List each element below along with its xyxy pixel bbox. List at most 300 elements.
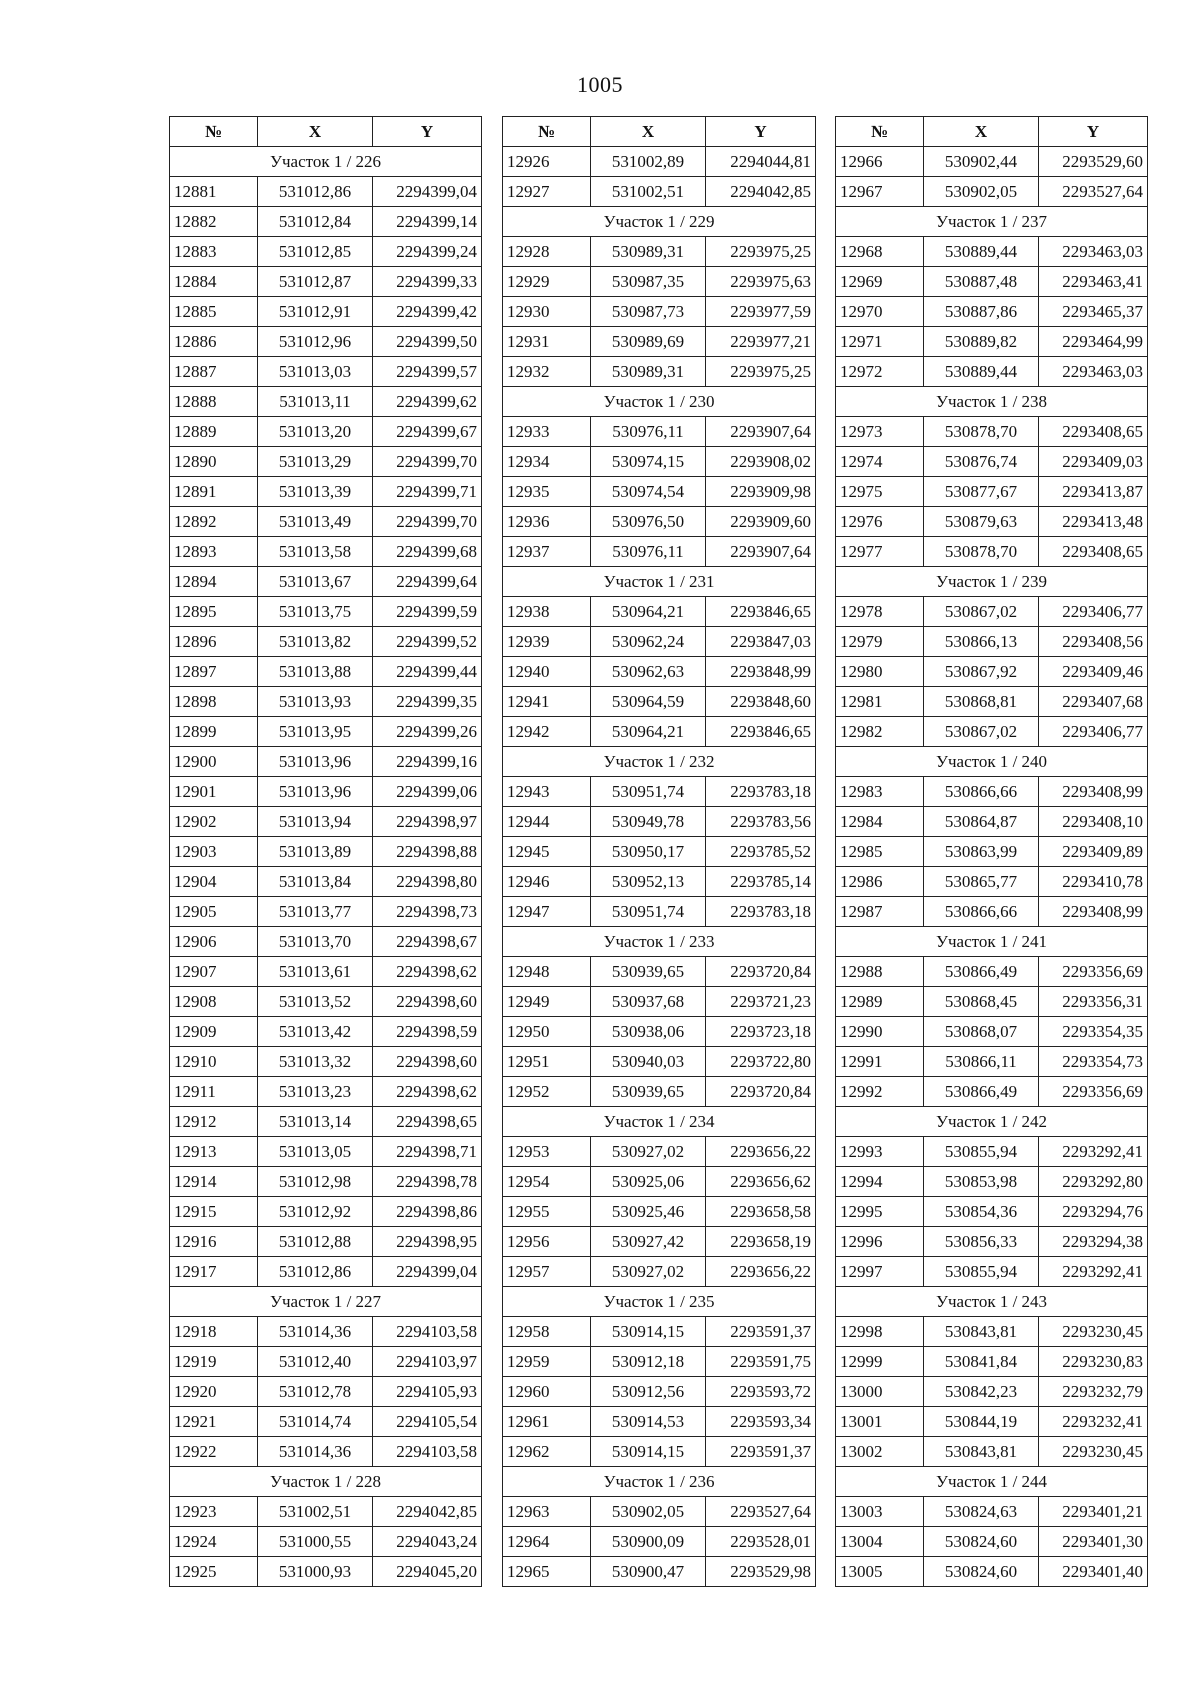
point-number: 12908 — [170, 987, 258, 1017]
y-coordinate: 2293527,64 — [706, 1497, 816, 1527]
point-number: 12886 — [170, 327, 258, 357]
point-number: 12987 — [836, 897, 924, 927]
point-number: 12961 — [503, 1407, 591, 1437]
section-header-row — [503, 207, 816, 237]
y-coordinate: 2293723,18 — [706, 1017, 816, 1047]
y-coordinate: 2294044,81 — [706, 147, 816, 177]
table-row — [170, 1437, 482, 1467]
point-number: 12887 — [170, 357, 258, 387]
point-number: 12911 — [170, 1077, 258, 1107]
table-row — [170, 1527, 482, 1557]
point-number: 12921 — [170, 1407, 258, 1437]
y-coordinate: 2293785,14 — [706, 867, 816, 897]
table-row — [503, 1017, 816, 1047]
x-coordinate: 531014,74 — [258, 1407, 373, 1437]
table-row — [503, 897, 816, 927]
point-number: 12924 — [170, 1527, 258, 1557]
point-number: 12958 — [503, 1317, 591, 1347]
point-number: 12941 — [503, 687, 591, 717]
table-row — [170, 717, 482, 747]
x-coordinate: 530939,65 — [591, 1077, 706, 1107]
y-coordinate: 2293593,72 — [706, 1377, 816, 1407]
x-coordinate: 531013,39 — [258, 477, 373, 507]
table-row — [170, 657, 482, 687]
x-coordinate: 530987,35 — [591, 267, 706, 297]
table-row — [170, 1197, 482, 1227]
table-row — [503, 507, 816, 537]
y-coordinate: 2294398,71 — [373, 1137, 482, 1167]
point-number: 12991 — [836, 1047, 924, 1077]
x-coordinate: 531014,36 — [258, 1437, 373, 1467]
y-coordinate: 2293401,30 — [1039, 1527, 1148, 1557]
point-number: 12943 — [503, 777, 591, 807]
x-coordinate: 530841,84 — [924, 1347, 1039, 1377]
x-coordinate: 530951,74 — [591, 777, 706, 807]
point-number: 12927 — [503, 177, 591, 207]
x-coordinate: 530887,86 — [924, 297, 1039, 327]
y-coordinate: 2294399,67 — [373, 417, 482, 447]
point-number: 12907 — [170, 957, 258, 987]
point-number: 12977 — [836, 537, 924, 567]
y-coordinate: 2294398,97 — [373, 807, 482, 837]
table-row — [170, 417, 482, 447]
point-number: 12951 — [503, 1047, 591, 1077]
y-coordinate: 2294398,80 — [373, 867, 482, 897]
point-number: 12950 — [503, 1017, 591, 1047]
y-coordinate: 2294103,58 — [373, 1437, 482, 1467]
section-header-row — [836, 387, 1148, 417]
y-coordinate: 2294398,62 — [373, 957, 482, 987]
x-coordinate: 530989,69 — [591, 327, 706, 357]
y-coordinate: 2293463,41 — [1039, 267, 1148, 297]
section-title: Участок 1 / 243 — [836, 1287, 1148, 1317]
table-row — [836, 1377, 1148, 1407]
table-row — [170, 327, 482, 357]
x-coordinate: 530842,23 — [924, 1377, 1039, 1407]
point-number: 12923 — [170, 1497, 258, 1527]
point-number: 12881 — [170, 177, 258, 207]
x-coordinate: 530976,11 — [591, 417, 706, 447]
x-coordinate: 531012,86 — [258, 1257, 373, 1287]
y-coordinate: 2293658,19 — [706, 1227, 816, 1257]
table-row — [503, 1227, 816, 1257]
x-coordinate: 530939,65 — [591, 957, 706, 987]
x-coordinate: 531013,96 — [258, 777, 373, 807]
table-row — [170, 687, 482, 717]
point-number: 12900 — [170, 747, 258, 777]
point-number: 12890 — [170, 447, 258, 477]
x-coordinate: 531013,29 — [258, 447, 373, 477]
y-coordinate: 2294399,35 — [373, 687, 482, 717]
x-coordinate: 530962,24 — [591, 627, 706, 657]
table-row — [503, 1377, 816, 1407]
table-row — [836, 147, 1148, 177]
point-number: 12954 — [503, 1167, 591, 1197]
y-coordinate: 2293908,02 — [706, 447, 816, 477]
point-number: 12883 — [170, 237, 258, 267]
point-number: 12885 — [170, 297, 258, 327]
table-row — [503, 717, 816, 747]
section-header-row — [503, 387, 816, 417]
table-row — [836, 597, 1148, 627]
y-coordinate: 2294105,93 — [373, 1377, 482, 1407]
x-coordinate: 531012,86 — [258, 177, 373, 207]
table-row — [503, 1137, 816, 1167]
point-number: 12947 — [503, 897, 591, 927]
x-coordinate: 530927,02 — [591, 1137, 706, 1167]
point-number: 12931 — [503, 327, 591, 357]
section-header-row — [836, 567, 1148, 597]
y-coordinate: 2294399,06 — [373, 777, 482, 807]
table-row — [170, 1317, 482, 1347]
point-number: 12957 — [503, 1257, 591, 1287]
table-row — [170, 1077, 482, 1107]
x-coordinate: 530866,66 — [924, 897, 1039, 927]
point-number: 12932 — [503, 357, 591, 387]
section-title: Участок 1 / 233 — [503, 927, 816, 957]
section-title: Участок 1 / 227 — [170, 1287, 482, 1317]
section-title: Участок 1 / 238 — [836, 387, 1148, 417]
x-coordinate: 530843,81 — [924, 1317, 1039, 1347]
point-number: 12910 — [170, 1047, 258, 1077]
table-row — [170, 1407, 482, 1437]
y-coordinate: 2293977,21 — [706, 327, 816, 357]
table-row — [170, 1497, 482, 1527]
section-header-row — [503, 1107, 816, 1137]
x-coordinate: 530855,94 — [924, 1257, 1039, 1287]
table-row — [170, 867, 482, 897]
header-y: Y — [1039, 117, 1148, 147]
table-row — [503, 1167, 816, 1197]
point-number: 12975 — [836, 477, 924, 507]
x-coordinate: 530853,98 — [924, 1167, 1039, 1197]
point-number: 12934 — [503, 447, 591, 477]
x-coordinate: 531013,88 — [258, 657, 373, 687]
point-number: 12915 — [170, 1197, 258, 1227]
table-header-row — [503, 117, 816, 147]
x-coordinate: 530868,45 — [924, 987, 1039, 1017]
y-coordinate: 2293407,68 — [1039, 687, 1148, 717]
table-row — [503, 1437, 816, 1467]
y-coordinate: 2293846,65 — [706, 597, 816, 627]
point-number: 12983 — [836, 777, 924, 807]
y-coordinate: 2293591,75 — [706, 1347, 816, 1377]
section-title: Участок 1 / 232 — [503, 747, 816, 777]
y-coordinate: 2294398,86 — [373, 1197, 482, 1227]
y-coordinate: 2294399,50 — [373, 327, 482, 357]
section-title: Участок 1 / 234 — [503, 1107, 816, 1137]
header-x: X — [591, 117, 706, 147]
table-row — [836, 477, 1148, 507]
x-coordinate: 530854,36 — [924, 1197, 1039, 1227]
point-number: 12946 — [503, 867, 591, 897]
y-coordinate: 2294103,97 — [373, 1347, 482, 1377]
point-number: 12978 — [836, 597, 924, 627]
y-coordinate: 2293401,21 — [1039, 1497, 1148, 1527]
y-coordinate: 2293529,98 — [706, 1557, 816, 1587]
x-coordinate: 531013,11 — [258, 387, 373, 417]
coordinates-table-2 — [502, 116, 816, 1587]
point-number: 12995 — [836, 1197, 924, 1227]
x-coordinate: 531002,51 — [591, 177, 706, 207]
table-row — [836, 987, 1148, 1017]
point-number: 12939 — [503, 627, 591, 657]
x-coordinate: 530951,74 — [591, 897, 706, 927]
x-coordinate: 530902,44 — [924, 147, 1039, 177]
x-coordinate: 531013,23 — [258, 1077, 373, 1107]
section-header-row — [170, 1287, 482, 1317]
y-coordinate: 2293907,64 — [706, 417, 816, 447]
point-number: 12953 — [503, 1137, 591, 1167]
y-coordinate: 2293463,03 — [1039, 237, 1148, 267]
table-row — [836, 627, 1148, 657]
x-coordinate: 530867,02 — [924, 597, 1039, 627]
x-coordinate: 530937,68 — [591, 987, 706, 1017]
x-coordinate: 530938,06 — [591, 1017, 706, 1047]
table-row — [836, 897, 1148, 927]
x-coordinate: 531013,67 — [258, 567, 373, 597]
x-coordinate: 530867,92 — [924, 657, 1039, 687]
x-coordinate: 530925,46 — [591, 1197, 706, 1227]
x-coordinate: 530912,56 — [591, 1377, 706, 1407]
x-coordinate: 530856,33 — [924, 1227, 1039, 1257]
table-row — [836, 657, 1148, 687]
x-coordinate: 531012,40 — [258, 1347, 373, 1377]
table-row — [836, 327, 1148, 357]
x-coordinate: 530824,60 — [924, 1527, 1039, 1557]
x-coordinate: 530866,66 — [924, 777, 1039, 807]
y-coordinate: 2293527,64 — [1039, 177, 1148, 207]
x-coordinate: 530878,70 — [924, 417, 1039, 447]
section-header-row — [503, 747, 816, 777]
point-number: 12999 — [836, 1347, 924, 1377]
point-number: 12919 — [170, 1347, 258, 1377]
table-header-row — [170, 117, 482, 147]
y-coordinate: 2294398,95 — [373, 1227, 482, 1257]
table-row — [503, 597, 816, 627]
point-number: 12914 — [170, 1167, 258, 1197]
x-coordinate: 530964,59 — [591, 687, 706, 717]
x-coordinate: 530855,94 — [924, 1137, 1039, 1167]
y-coordinate: 2294105,54 — [373, 1407, 482, 1437]
point-number: 12942 — [503, 717, 591, 747]
table-row — [836, 297, 1148, 327]
section-header-row — [836, 747, 1148, 777]
section-header-row — [836, 1287, 1148, 1317]
y-coordinate: 2294399,59 — [373, 597, 482, 627]
table-row — [170, 1017, 482, 1047]
section-header-row — [836, 1107, 1148, 1137]
header-number: № — [170, 117, 258, 147]
y-coordinate: 2294103,58 — [373, 1317, 482, 1347]
y-coordinate: 2294398,88 — [373, 837, 482, 867]
coordinates-table-3 — [835, 116, 1148, 1587]
point-number: 12986 — [836, 867, 924, 897]
y-coordinate: 2293975,63 — [706, 267, 816, 297]
y-coordinate: 2293907,64 — [706, 537, 816, 567]
x-coordinate: 531012,87 — [258, 267, 373, 297]
y-coordinate: 2293408,99 — [1039, 777, 1148, 807]
table-row — [503, 477, 816, 507]
table-row — [836, 1347, 1148, 1377]
section-title: Участок 1 / 242 — [836, 1107, 1148, 1137]
table-row — [503, 957, 816, 987]
table-row — [503, 1407, 816, 1437]
x-coordinate: 530950,17 — [591, 837, 706, 867]
y-coordinate: 2293464,99 — [1039, 327, 1148, 357]
table-row — [836, 177, 1148, 207]
point-number: 12963 — [503, 1497, 591, 1527]
point-number: 12982 — [836, 717, 924, 747]
point-number: 12980 — [836, 657, 924, 687]
point-number: 12889 — [170, 417, 258, 447]
x-coordinate: 530889,44 — [924, 357, 1039, 387]
table-row — [836, 1527, 1148, 1557]
point-number: 13002 — [836, 1437, 924, 1467]
section-header-row — [836, 207, 1148, 237]
x-coordinate: 530876,74 — [924, 447, 1039, 477]
table-row — [170, 207, 482, 237]
x-coordinate: 531012,88 — [258, 1227, 373, 1257]
table-row — [503, 1317, 816, 1347]
x-coordinate: 531013,89 — [258, 837, 373, 867]
y-coordinate: 2293846,65 — [706, 717, 816, 747]
table-row — [836, 1557, 1148, 1587]
x-coordinate: 530989,31 — [591, 237, 706, 267]
table-row — [170, 267, 482, 297]
x-coordinate: 531000,55 — [258, 1527, 373, 1557]
point-number: 12971 — [836, 327, 924, 357]
y-coordinate: 2293354,35 — [1039, 1017, 1148, 1047]
section-title: Участок 1 / 229 — [503, 207, 816, 237]
x-coordinate: 530902,05 — [924, 177, 1039, 207]
point-number: 12965 — [503, 1557, 591, 1587]
table-row — [503, 1497, 816, 1527]
x-coordinate: 530976,50 — [591, 507, 706, 537]
table-row — [170, 1107, 482, 1137]
x-coordinate: 531012,92 — [258, 1197, 373, 1227]
section-title: Участок 1 / 236 — [503, 1467, 816, 1497]
point-number: 12917 — [170, 1257, 258, 1287]
y-coordinate: 2294399,24 — [373, 237, 482, 267]
y-coordinate: 2293356,31 — [1039, 987, 1148, 1017]
point-number: 12920 — [170, 1377, 258, 1407]
y-coordinate: 2294399,14 — [373, 207, 482, 237]
y-coordinate: 2293409,03 — [1039, 447, 1148, 477]
table-row — [170, 897, 482, 927]
y-coordinate: 2293783,56 — [706, 807, 816, 837]
table-row — [836, 1137, 1148, 1167]
y-coordinate: 2293528,01 — [706, 1527, 816, 1557]
y-coordinate: 2293292,80 — [1039, 1167, 1148, 1197]
x-coordinate: 530863,99 — [924, 837, 1039, 867]
y-coordinate: 2293977,59 — [706, 297, 816, 327]
table-row — [836, 447, 1148, 477]
header-number: № — [503, 117, 591, 147]
x-coordinate: 531013,14 — [258, 1107, 373, 1137]
point-number: 12912 — [170, 1107, 258, 1137]
y-coordinate: 2294398,62 — [373, 1077, 482, 1107]
section-title: Участок 1 / 240 — [836, 747, 1148, 777]
table-row — [503, 237, 816, 267]
point-number: 12937 — [503, 537, 591, 567]
point-number: 12902 — [170, 807, 258, 837]
y-coordinate: 2294398,60 — [373, 1047, 482, 1077]
point-number: 12955 — [503, 1197, 591, 1227]
section-header-row — [836, 927, 1148, 957]
table-row — [170, 387, 482, 417]
table-row — [170, 537, 482, 567]
y-coordinate: 2293232,41 — [1039, 1407, 1148, 1437]
x-coordinate: 530940,03 — [591, 1047, 706, 1077]
y-coordinate: 2293783,18 — [706, 777, 816, 807]
table-row — [836, 1167, 1148, 1197]
x-coordinate: 530974,15 — [591, 447, 706, 477]
point-number: 12899 — [170, 717, 258, 747]
x-coordinate: 531000,93 — [258, 1557, 373, 1587]
y-coordinate: 2293909,60 — [706, 507, 816, 537]
point-number: 12905 — [170, 897, 258, 927]
x-coordinate: 531012,98 — [258, 1167, 373, 1197]
y-coordinate: 2294399,52 — [373, 627, 482, 657]
y-coordinate: 2293413,87 — [1039, 477, 1148, 507]
x-coordinate: 530949,78 — [591, 807, 706, 837]
x-coordinate: 531013,75 — [258, 597, 373, 627]
table-row — [836, 1317, 1148, 1347]
table-row — [503, 267, 816, 297]
point-number: 12996 — [836, 1227, 924, 1257]
table-row — [503, 1527, 816, 1557]
point-number: 12896 — [170, 627, 258, 657]
x-coordinate: 530868,07 — [924, 1017, 1039, 1047]
y-coordinate: 2294398,59 — [373, 1017, 482, 1047]
table-row — [170, 567, 482, 597]
table-row — [503, 1347, 816, 1377]
y-coordinate: 2293721,23 — [706, 987, 816, 1017]
table-row — [170, 177, 482, 207]
point-number: 12948 — [503, 957, 591, 987]
x-coordinate: 530824,63 — [924, 1497, 1039, 1527]
x-coordinate: 530878,70 — [924, 537, 1039, 567]
point-number: 12949 — [503, 987, 591, 1017]
x-coordinate: 530964,21 — [591, 597, 706, 627]
table-row — [836, 957, 1148, 987]
point-number: 12989 — [836, 987, 924, 1017]
section-title: Участок 1 / 235 — [503, 1287, 816, 1317]
point-number: 13004 — [836, 1527, 924, 1557]
table-row — [836, 1047, 1148, 1077]
table-row — [836, 267, 1148, 297]
y-coordinate: 2293413,48 — [1039, 507, 1148, 537]
section-title: Участок 1 / 230 — [503, 387, 816, 417]
x-coordinate: 531013,32 — [258, 1047, 373, 1077]
point-number: 12992 — [836, 1077, 924, 1107]
table-row — [170, 297, 482, 327]
x-coordinate: 530914,15 — [591, 1317, 706, 1347]
point-number: 12906 — [170, 927, 258, 957]
x-coordinate: 531013,58 — [258, 537, 373, 567]
y-coordinate: 2293292,41 — [1039, 1137, 1148, 1167]
table-row — [836, 1407, 1148, 1437]
table-row — [170, 987, 482, 1017]
table-row — [503, 867, 816, 897]
x-coordinate: 530889,82 — [924, 327, 1039, 357]
y-coordinate: 2293463,03 — [1039, 357, 1148, 387]
y-coordinate: 2293658,58 — [706, 1197, 816, 1227]
point-number: 12918 — [170, 1317, 258, 1347]
point-number: 12913 — [170, 1137, 258, 1167]
y-coordinate: 2293408,65 — [1039, 537, 1148, 567]
